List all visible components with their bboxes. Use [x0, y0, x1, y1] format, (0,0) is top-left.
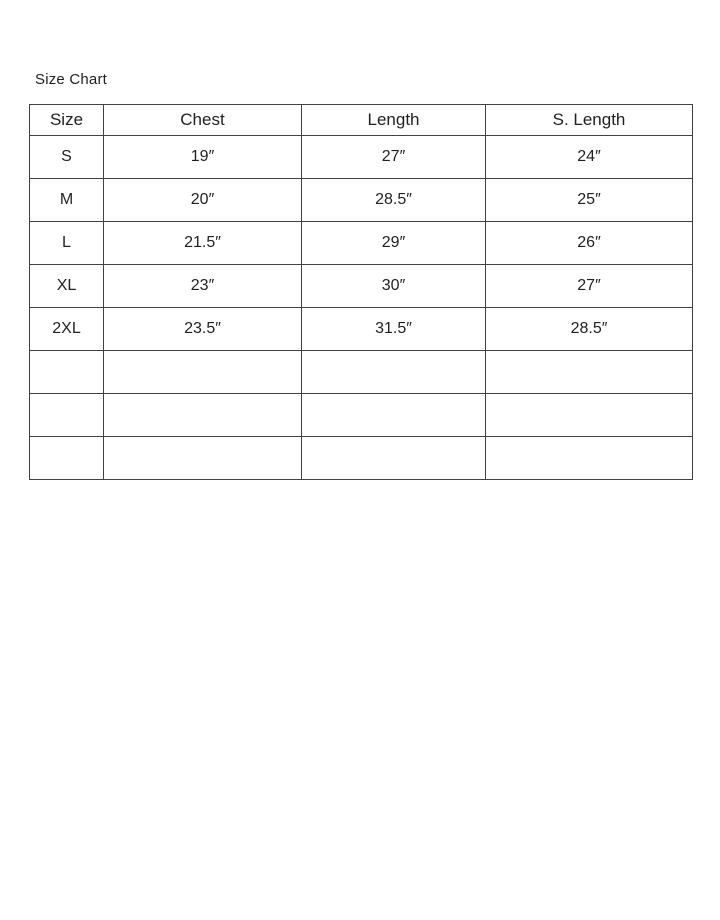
s-length-cell: 24″	[486, 136, 693, 179]
length-cell: 29″	[302, 222, 486, 265]
length-cell: 27″	[302, 136, 486, 179]
size-cell	[30, 351, 104, 394]
chest-cell	[104, 394, 302, 437]
size-cell: S	[30, 136, 104, 179]
size-cell: L	[30, 222, 104, 265]
s-length-cell: 27″	[486, 265, 693, 308]
table-row-empty	[30, 351, 693, 394]
size-cell	[30, 437, 104, 480]
length-cell: 30″	[302, 265, 486, 308]
s-length-cell: 26″	[486, 222, 693, 265]
length-cell	[302, 351, 486, 394]
table-row	[30, 265, 693, 308]
length-cell: 28.5″	[302, 179, 486, 222]
column-header-size: Size	[30, 105, 104, 136]
chest-cell	[104, 437, 302, 480]
chest-cell: 23.5″	[104, 308, 302, 351]
chest-cell: 21.5″	[104, 222, 302, 265]
size-chart-table	[29, 104, 693, 480]
table-row	[30, 136, 693, 179]
s-length-cell	[486, 351, 693, 394]
length-cell: 31.5″	[302, 308, 486, 351]
s-length-cell: 25″	[486, 179, 693, 222]
length-cell	[302, 437, 486, 480]
length-cell	[302, 394, 486, 437]
table-row	[30, 222, 693, 265]
column-header-length: Length	[302, 105, 486, 136]
size-cell: XL	[30, 265, 104, 308]
table-row	[30, 179, 693, 222]
table-row-empty	[30, 394, 693, 437]
table-row	[30, 308, 693, 351]
table-header-row	[30, 105, 693, 136]
chest-cell: 23″	[104, 265, 302, 308]
size-cell: 2XL	[30, 308, 104, 351]
s-length-cell: 28.5″	[486, 308, 693, 351]
chest-cell: 19″	[104, 136, 302, 179]
size-cell	[30, 394, 104, 437]
table-row-empty	[30, 437, 693, 480]
size-cell: M	[30, 179, 104, 222]
page-title: Size Chart	[35, 71, 108, 88]
column-header-s-length: S. Length	[486, 105, 693, 136]
column-header-chest: Chest	[104, 105, 302, 136]
chest-cell: 20″	[104, 179, 302, 222]
s-length-cell	[486, 437, 693, 480]
chest-cell	[104, 351, 302, 394]
s-length-cell	[486, 394, 693, 437]
